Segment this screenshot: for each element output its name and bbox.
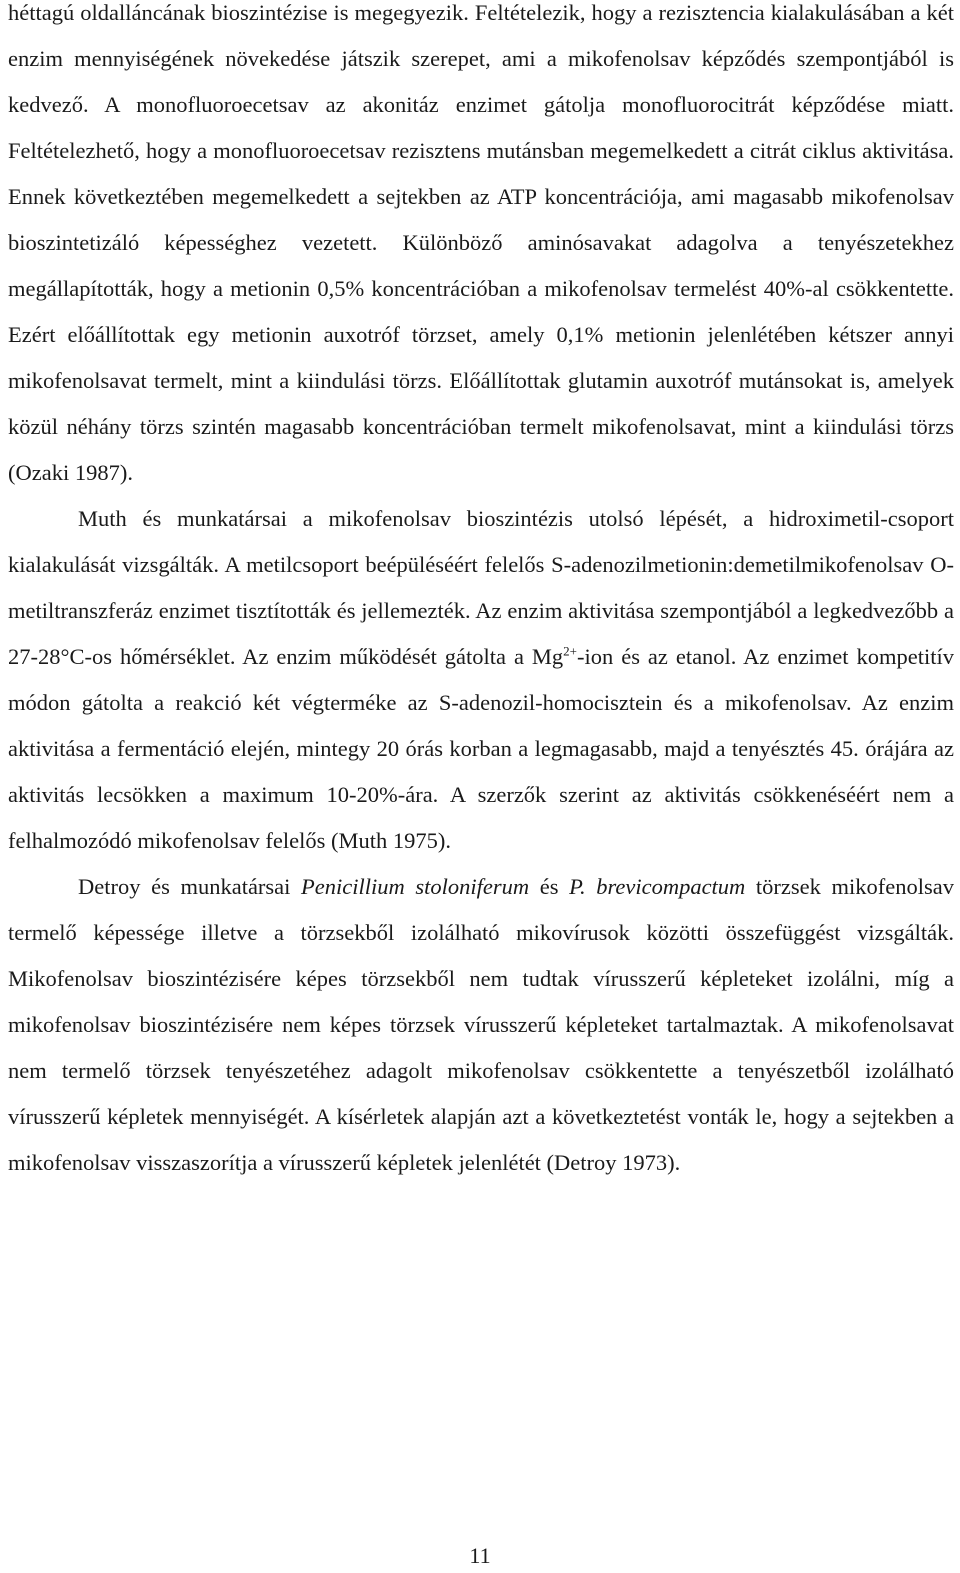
paragraph-muth-text-after: -ion és az etanol. Az enzimet kompetitív módon gátolta a reakció két végterméke az S-adenozil-homocisztein és a mikofenolsav. Az enzim aktivitása a fermentáció elején, mintegy 20 órás korban a legmagasabb, majd a tenyésztés 45. órájára az aktivitás lecsökken a maximum 10-20%-ára. A szerzők szerint az aktivitás csökkenéséért nem a felhalmozódó mikofenolsav felelős (Muth 1975). <box>8 644 954 853</box>
paragraph-detroy-text-before: Detroy és munkatársai <box>78 874 302 899</box>
paragraph-muth-enzyme <box>8 496 954 864</box>
species-name-p-brevicompactum: P. brevicompactum <box>569 874 746 899</box>
magnesium-charge-superscript: 2+ <box>563 643 578 659</box>
species-name-penicillium-stoloniferum: Penicillium stoloniferum <box>301 874 530 899</box>
document-page <box>8 0 954 1186</box>
paragraph-mycophenolic-resistance: héttagú oldalláncának bioszintézise is megegyezik. Feltételezik, hogy a rezisztencia kialakulásában a két enzim mennyiségének növekedése játszik szerepet, ami a mikofenolsav képződés szempontjából is kedvező. A monofluoroecetsav az akonitáz enzimet gátolja monofluorocitrát képződése miatt. Feltételezhető, hogy a monofluoroecetsav rezisztens mutánsban megemelkedett a citrát ciklus aktivitása. Ennek következtében megemelkedett a sejtekben az ATP koncentrációja, ami magasabb mikofenolsav bioszintetizáló képességhez vezetett. Különböző aminósavakat adagolva a tenyészetekhez megállapították, hogy a metionin 0,5% koncentrációban a mikofenolsav termelést 40%-al csökkentette. Ezért előállítottak egy metionin auxotróf törzset, amely 0,1% metionin jelenlétében kétszer annyi mikofenolsavat termelt, mint a kiindulási törzs. Előállítottak glutamin auxotróf mutánsokat is, amelyek közül néhány törzs szintén magasabb koncentrációban termelt mikofenolsavat, mint a kiindulási törzs (Ozaki 1987). <box>8 0 954 485</box>
paragraph-detroy-text-mid: és <box>529 874 570 899</box>
paragraph-detroy-virus <box>8 864 954 1186</box>
paragraph-muth-text-before: Muth és munkatársai a mikofenolsav bioszintézis utolsó lépését, a hidroximetil-csoport kialakulását vizsgálták. A metilcsoport beépüléséért felelős S-adenozilmetionin:demetilmikofenolsav O-metiltranszferáz enzimet tisztították és jellemezték. Az enzim aktivitása szempontjából a legkedvezőbb a 27-28°C-os hőmérséklet. Az enzim működését gátolta a Mg <box>8 506 954 669</box>
paragraph-detroy-text-after: törzsek mikofenolsav termelő képessége illetve a törzsekből izolálható mikovírusok közötti összefüggést vizsgálták. Mikofenolsav bioszintézisére képes törzsekből nem tudtak vírusszerű képleteket izolálni, míg a mikofenolsav bioszintézisére nem képes törzsek vírusszerű képleteket tartalmaztak. A mikofenolsavat nem termelő törzsek tenyészetéhez adagolt mikofenolsav csökkentette a tenyészetből izolálható vírusszerű képletek mennyiségét. A kísérletek alapján azt a következtetést vonták le, hogy a sejtekben a mikofenolsav visszaszorítja a vírusszerű képletek jelenlétét (Detroy 1973). <box>8 874 954 1175</box>
page-number: 11 <box>469 1543 491 1568</box>
